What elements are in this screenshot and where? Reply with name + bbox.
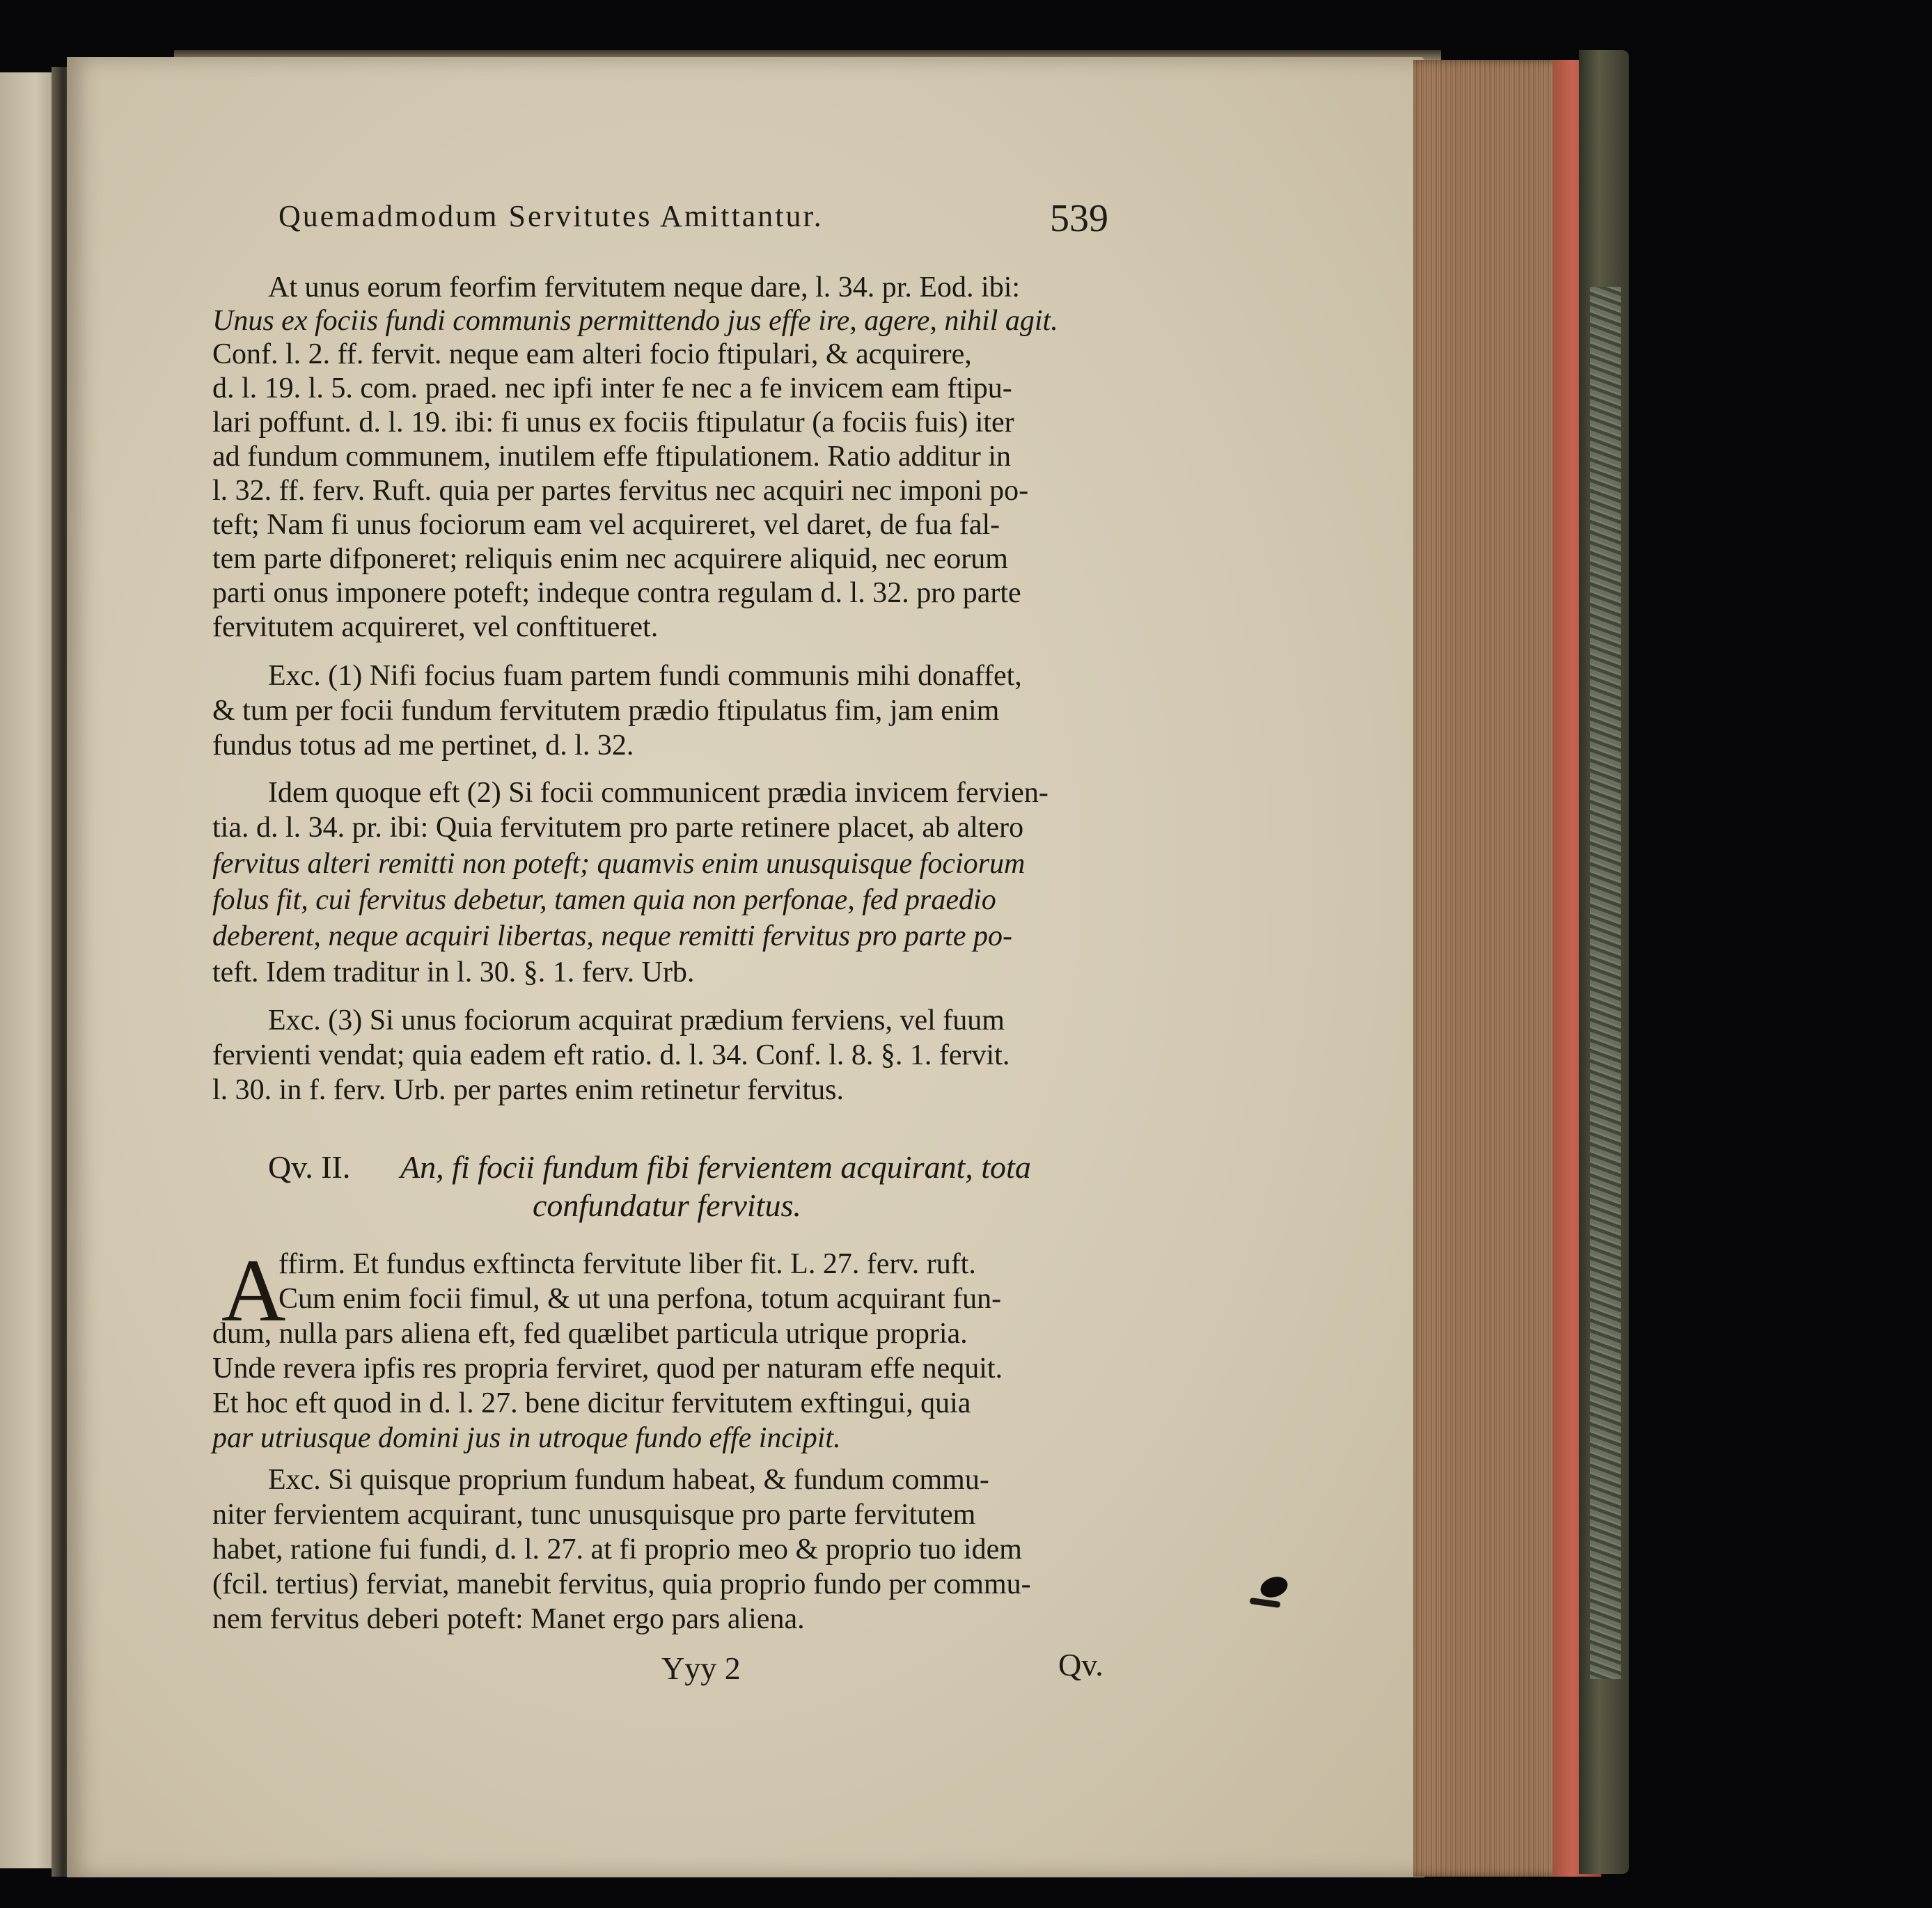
p1-line-5: lari poffunt. d. l. 19. ibi: fi unus ex fociis ftipulatur (a fociis fuis) iter bbox=[212, 407, 1014, 439]
answer-line-4: Unde revera ipfis res propria ferviret, quod per naturam effe nequit. bbox=[212, 1353, 1003, 1385]
page-fore-edge bbox=[1413, 60, 1601, 1877]
p3-line-3: fervitus alteri remitti non poteft; quamvis enim unusquisque fociorum bbox=[212, 848, 1026, 880]
p2-line-2: & tum per focii fundum fervitutem prædio ftipulatus fim, jam enim bbox=[212, 695, 1000, 727]
answer-line-1: ffirm. Et fundus exftincta fervitute liber fit. L. 27. ferv. ruft. bbox=[278, 1248, 976, 1280]
p3-line-5: deberent, neque acquiri libertas, neque remitti fervitus pro parte po- bbox=[212, 920, 1012, 952]
question-line-1: An, fi focii fundum fibi fervientem acquirant, tota bbox=[400, 1149, 1031, 1185]
p1-line-7: l. 32. ff. ferv. Ruft. quia per partes fervitus nec acquiri nec imponi po- bbox=[212, 475, 1029, 507]
p2-line-1: Exc. (1) Nifi focius fuam partem fundi communis mihi donaffet, bbox=[268, 660, 1022, 692]
exception-line-3: habet, ratione fui fundi, d. l. 27. at fi proprio meo & proprio tuo idem bbox=[212, 1534, 1022, 1566]
signature-mark: Yyy 2 bbox=[661, 1650, 741, 1686]
p3-line-6: teft. Idem traditur in l. 30. §. 1. ferv. Urb. bbox=[212, 956, 695, 988]
p3-line-2: tia. d. l. 34. pr. ibi: Quia fervitutem pro parte retinere placet, ab altero bbox=[212, 812, 1024, 844]
drop-cap: A bbox=[221, 1241, 286, 1340]
page-number: 539 bbox=[1050, 197, 1108, 240]
p1-line-4: d. l. 19. l. 5. com. praed. nec ipfi inter fe nec a fe invicem eam ftipu- bbox=[212, 372, 1012, 404]
book-cover-board bbox=[1579, 50, 1629, 1874]
question-line-2: confundatur fervitus. bbox=[533, 1188, 801, 1223]
p4-line-3: l. 30. in f. ferv. Urb. per partes enim retinetur fervitus. bbox=[212, 1074, 844, 1106]
catchword: Qv. bbox=[1058, 1647, 1104, 1682]
question-label: Qv. II. bbox=[268, 1149, 351, 1185]
p1-line-2: Unus ex fociis fundi communis permittendo jus effe ire, agere, nihil agit. bbox=[212, 305, 1058, 337]
answer-line-2: Cum enim focii fimul, & ut una perfona, totum acquirant fun- bbox=[278, 1283, 1002, 1315]
p3-line-1: Idem quoque eft (2) Si focii communicent prædia invicem fervien- bbox=[268, 777, 1049, 809]
p2-line-3: fundus totus ad me pertinet, d. l. 32. bbox=[212, 730, 634, 762]
p3-line-4: folus fit, cui fervitus debetur, tamen quia non perfonae, fed praedio bbox=[212, 884, 996, 916]
p4-line-2: fervienti vendat; quia eadem eft ratio. d. l. 34. Conf. l. 8. §. 1. fervit. bbox=[212, 1039, 1010, 1071]
exception-line-2: niter fervientem acquirant, tunc unusquisque pro parte fervitutem bbox=[212, 1499, 976, 1531]
answer-line-5: Et hoc eft quod in d. l. 27. bene dicitur fervitutem exftingui, quia bbox=[212, 1387, 971, 1419]
exception-line-1: Exc. Si quisque proprium fundum habeat, & fundum commu- bbox=[268, 1464, 989, 1496]
p1-line-8: teft; Nam fi unus fociorum eam vel acquireret, vel daret, de fua fal- bbox=[212, 509, 1000, 541]
p1-line-9: tem parte difponeret; reliquis enim nec acquirere aliquid, nec eorum bbox=[212, 543, 1008, 575]
answer-line-6: par utriusque domini jus in utroque fundo effe incipit. bbox=[212, 1422, 841, 1454]
exception-line-5: nem fervitus deberi poteft: Manet ergo pars aliena. bbox=[212, 1603, 805, 1635]
p4-line-1: Exc. (3) Si unus fociorum acquirat prædium ferviens, vel fuum bbox=[268, 1004, 1005, 1036]
exception-line-4: (fcil. tertius) ferviat, manebit fervitus, quia proprio fundo per commu- bbox=[212, 1568, 1031, 1600]
running-title: Quemadmodum Servitutes Amittantur. bbox=[278, 199, 824, 233]
p1-line-6: ad fundum communem, inutilem effe ftipulationem. Ratio additur in bbox=[212, 441, 1011, 473]
p1-line-3: Conf. l. 2. ff. fervit. neque eam alteri focio ftipulari, & acquirere, bbox=[212, 338, 972, 370]
p1-line-11: fervitutem acquireret, vel conftitueret. bbox=[212, 611, 659, 643]
answer-line-3: dum, nulla pars aliena eft, fed quælibet particula utrique propria. bbox=[212, 1318, 968, 1350]
marbled-paper bbox=[1590, 287, 1621, 1679]
p1-line-1: At unus eorum feorfim fervitutem neque dare, l. 34. pr. Eod. ibi: bbox=[268, 271, 1021, 303]
p1-line-10: parti onus imponere poteft; indeque contra regulam d. l. 32. pro parte bbox=[212, 577, 1021, 609]
